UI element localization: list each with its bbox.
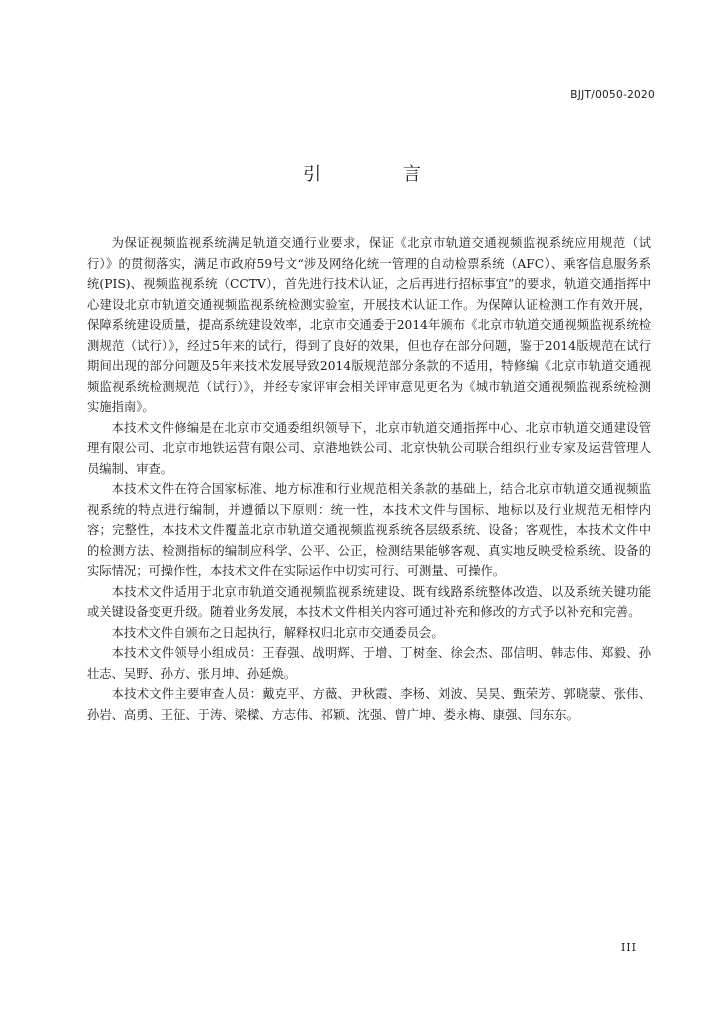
section-title: 引 言 [303, 164, 459, 185]
paragraph-effective-date: 本技术文件自颁布之日起执行，解释权归北京市交通委员会。 [111, 625, 444, 640]
paragraph-reviewers: 本技术文件主要审查人员：戴克平、方薇、尹秋霞、李杨、刘波、吴昊、甄荣芳、郭晓蒙、张伟、孙岩、高勇、王征、于涛、梁樑、方志伟、祁颖、沈强、曾广坤、娄永梅、康强、闫东东。 [87, 687, 651, 722]
page-number: III [620, 941, 637, 954]
paragraph-organization: 本技术文件修编是在北京市交通委组织领导下，北京市轨道交通指挥中心、北京市轨道交通建设管理有限公司、北京市地铁运营有限公司、京港地铁公司、北京快轨公司联合组织行业专家及运营管理人员编制、审查。 [87, 420, 651, 476]
paragraph-leadership-group: 本技术文件领导小组成员：王春强、战明辉、于增、丁树奎、徐会杰、邵信明、韩志伟、郑毅、孙壮志、吴野、孙方、张月坤、孙延焕。 [87, 646, 651, 681]
paragraph-principles: 本技术文件在符合国家标准、地方标准和行业规范相关条款的基础上，结合北京市轨道交通视频监视系统的特点进行编制，并遵循以下原则：统一性，本技术文件与国标、地标以及行业规范无相悖内容；完整性，本技术文件覆盖北京市轨道交通视频监视系统各层级系统、设备；客观性，本技术文件中的检测方法、检测指标的编制应科学、公平、公正，检测结果能够客观、真实地反映受检系统、设备的实际情况；可操作性，本技术文件在实际运作中切实可行、可测量、可操作。 [87, 482, 651, 578]
document-code: BJJT/0050-2020 [570, 89, 655, 101]
paragraph-background: 为保证视频监视系统满足轨道交通行业要求，保证《北京市轨道交通视频监视系统应用规范（试行）》的贯彻落实，满足市政府59号文“涉及网络化统一管理的自动检票系统（AFC）、乘客信息服务系统(PIS)、视频监视系统（CCTV），首先进行技术认证，之后再进行招标事宜”的要求，轨道交通指挥中心建设北京市轨道交通视频监视系统检测实验室，开展技术认证工作。为保障认证检测工作有效开展，保障系统建设质量，提高系统建设效率，北京市交通委于2014年颁布《北京市轨道交通视频监视系统检测规范（试行）》，经过5年来的试行，得到了良好的效果，但也存在部分问题，鉴于2014版规范在试行期间出现的部分问题及5年来技术发展导致2014版规范部分条款的不适用，特修编《北京市轨道交通视频监视系统检测规范（试行）》，并经专家评审会相关评审意见更名为《城市轨道交通视频监视系统检测实施指南》。 [87, 236, 651, 414]
body-text [87, 233, 651, 725]
paragraph-scope: 本技术文件适用于北京市轨道交通视频监视系统建设、既有线路系统整体改造、以及系统关键功能或关键设备变更升级。随着业务发展，本技术文件相关内容可通过补充和修改的方式予以补充和完善。 [87, 584, 651, 619]
